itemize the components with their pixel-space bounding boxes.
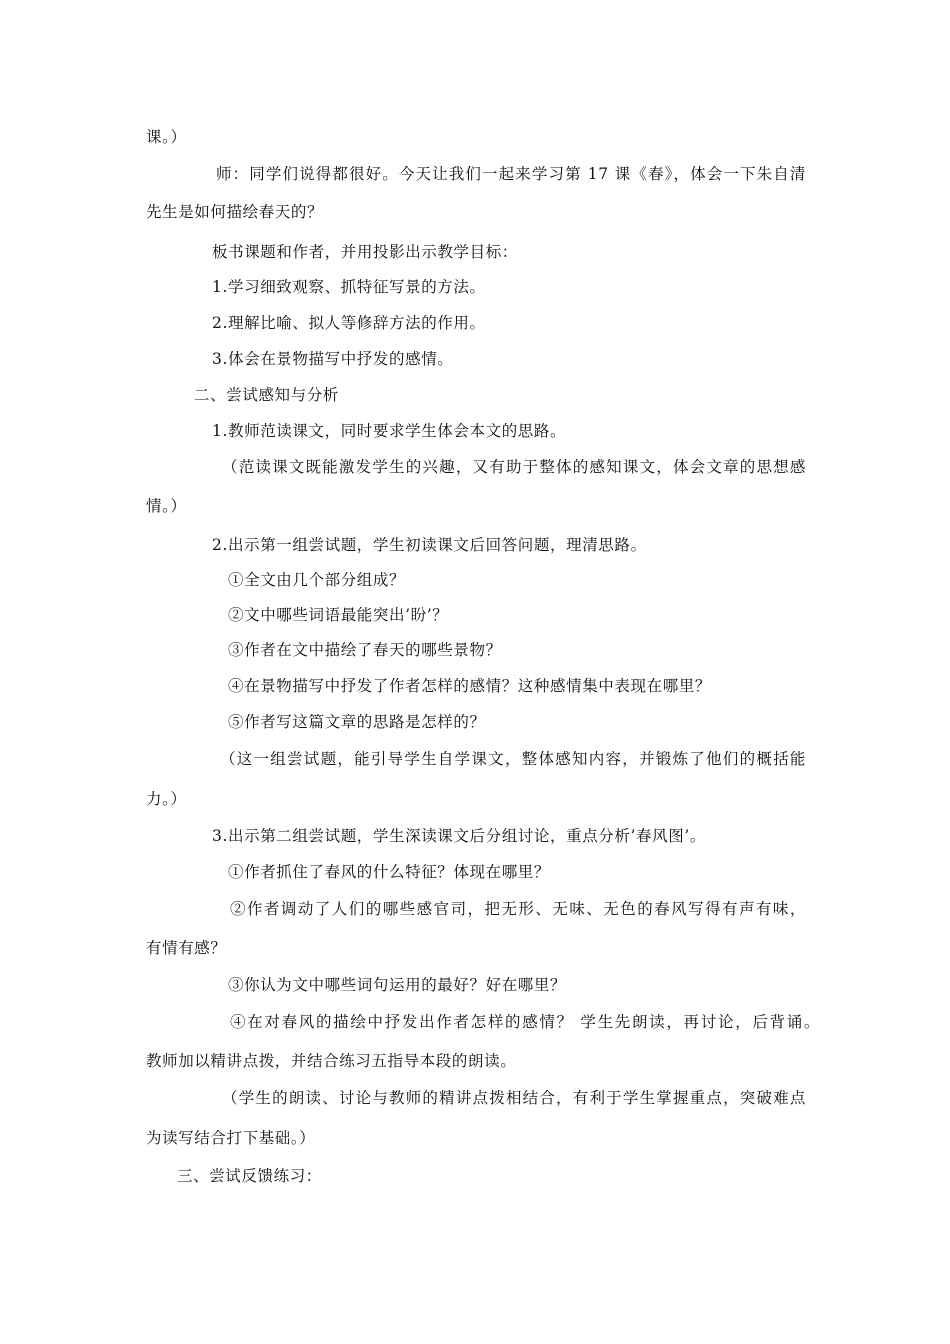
list-item: 2.出示第一组尝试题，学生初读课文后回答问题，理清思路。 — [212, 536, 647, 554]
list-item: 1.教师范读课文，同时要求学生体会本文的思路。 — [212, 422, 567, 440]
text-line: 板书课题和作者，并用投影出示教学目标： — [212, 243, 518, 261]
text-line: 为读写结合打下基础。） — [146, 1129, 316, 1147]
question-item: ④在景物描写中抒发了作者怎样的感情？这种感情集中表现在哪里？ — [228, 677, 712, 695]
question-item: ②作者调动了人们的哪些感官司，把无形、无味、无色的春风写得有声有味， — [230, 900, 806, 918]
list-item: 3.体会在景物描写中抒发的感情。 — [212, 350, 454, 368]
question-item: ④在对春风的描绘中抒发出作者怎样的感情？ 学生先朗读，再讨论，后背诵。 — [230, 1013, 820, 1031]
question-item: ③作者在文中描绘了春天的哪些景物？ — [228, 641, 502, 659]
question-item: ①全文由几个部分组成？ — [228, 571, 406, 589]
question-item: ③你认为文中哪些词句运用的最好？好在哪里？ — [228, 976, 567, 994]
text-line: 先生是如何描绘春天的？ — [146, 203, 324, 221]
section-heading: 二、尝试感知与分析 — [194, 386, 339, 404]
list-item: 2.理解比喻、拟人等修辞方法的作用。 — [212, 314, 486, 332]
text-line: 教师加以精讲点拨，并结合练习五指导本段的朗读。 — [146, 1052, 517, 1070]
list-item: 1.学习细致观察、抓特征写景的方法。 — [212, 278, 486, 296]
question-item: ⑤作者写这篇文章的思路是怎样的？ — [228, 713, 486, 731]
question-item: ①作者抓住了春风的什么特征？体现在哪里？ — [228, 863, 551, 881]
text-line: （范读课文既能激发学生的兴趣，又有助于整体的感知课文，体会文章的思想感 — [222, 458, 806, 476]
section-heading: 三、尝试反馈练习： — [177, 1167, 322, 1185]
text-line: 有情有感？ — [146, 939, 227, 957]
text-line: 力。） — [146, 790, 187, 808]
text-line: （学生的朗读、讨论与教师的精讲点拨相结合，有利于学生掌握重点，突破难点 — [222, 1089, 806, 1107]
text-line: 课。） — [146, 128, 187, 146]
question-item: ②文中哪些词语最能突出’盼’？ — [228, 606, 449, 624]
text-line: （这一组尝试题，能引导学生自学课文，整体感知内容，并锻炼了他们的概括能 — [220, 750, 806, 768]
text-line: 师：同学们说得都很好。今天让我们一起来学习第 17 课《春》，体会一下朱自清 — [216, 165, 806, 183]
text-line: 情。） — [146, 497, 187, 515]
list-item: 3.出示第二组尝试题，学生深读课文后分组讨论，重点分析’春风图’。 — [212, 827, 706, 845]
